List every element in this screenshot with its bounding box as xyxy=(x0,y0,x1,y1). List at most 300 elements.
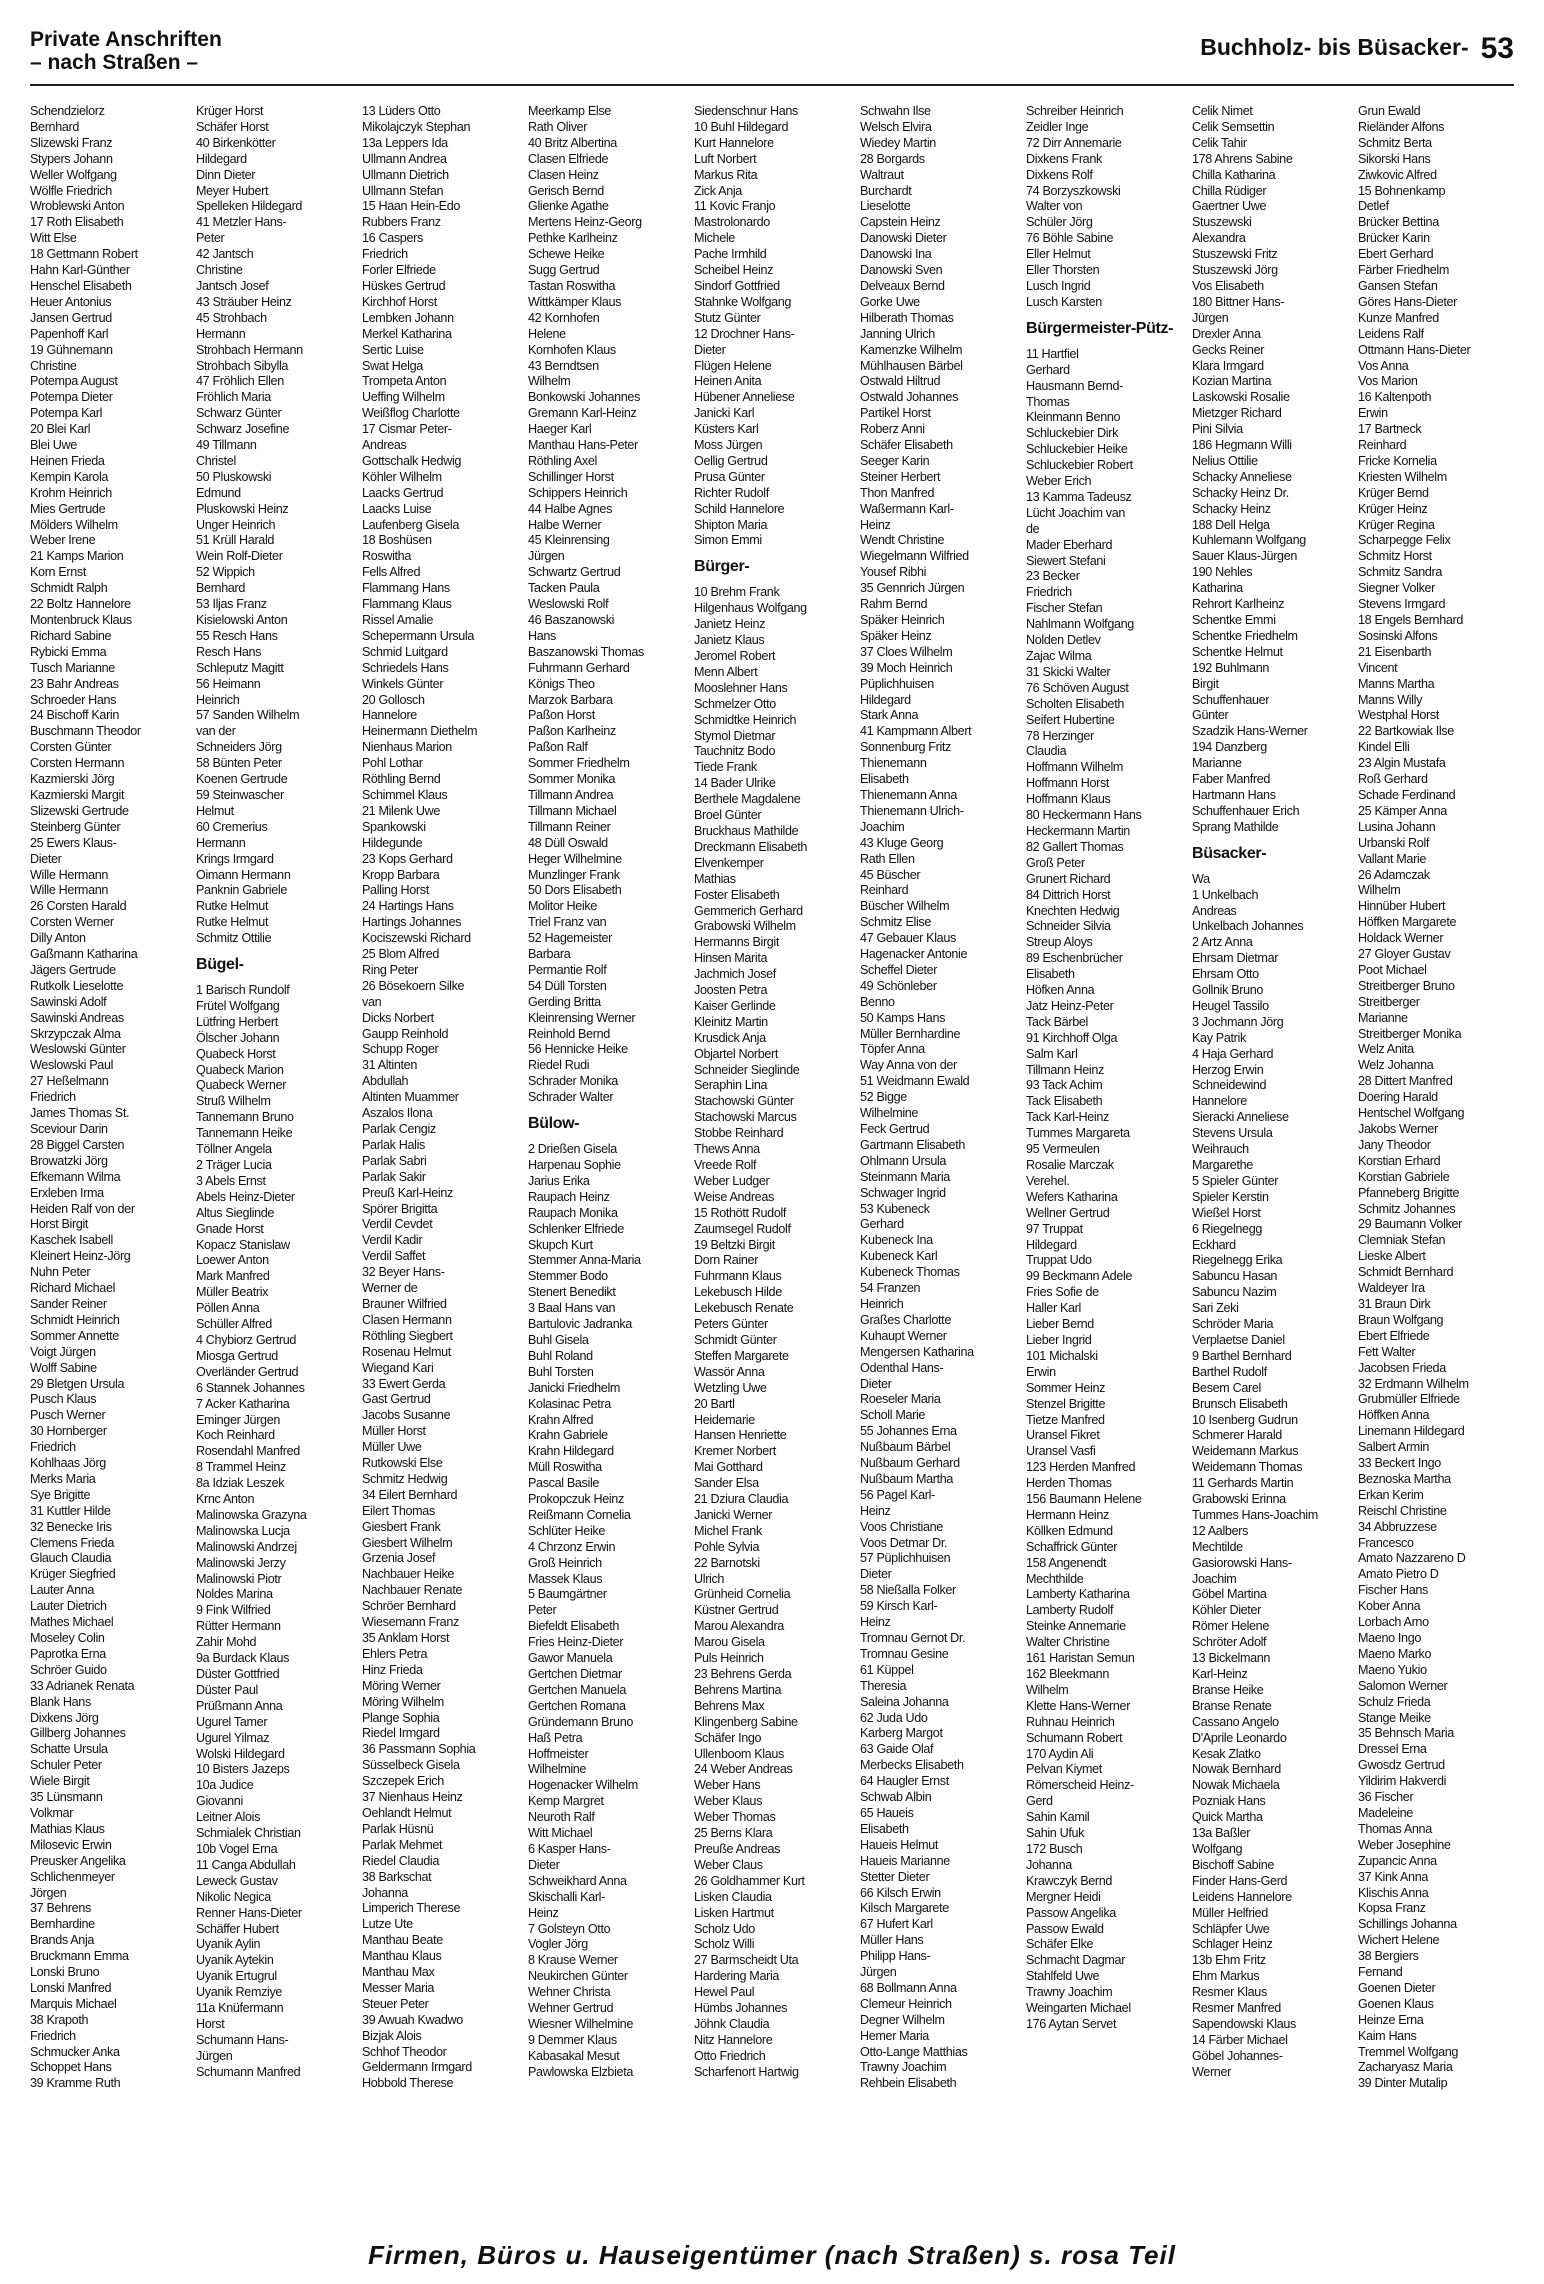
resident-entry: Giesbert Wilhelm xyxy=(362,1535,453,1550)
resident-entry: 57 Püplichhuisen xyxy=(860,1551,951,1566)
resident-entry: Heinz xyxy=(860,1615,891,1630)
resident-entry: Gerding Britta xyxy=(528,994,601,1009)
resident-entry: Hinz Frieda xyxy=(362,1662,423,1677)
resident-entry: 188 Dell Helga xyxy=(1192,517,1270,532)
resident-entry: Skischalli Karl- xyxy=(528,1889,605,1904)
resident-entry: Müller Helfried xyxy=(1192,1905,1268,1920)
resident-entry: Tusch Marianne xyxy=(30,660,115,675)
resident-entry: Stachowski Marcus xyxy=(694,1110,797,1125)
resident-entry: Schluckebier Robert xyxy=(1026,458,1133,473)
resident-entry: Stevens Irmgard xyxy=(1358,597,1446,612)
resident-entry: Barbara xyxy=(528,947,571,962)
resident-entry: 95 Vermeulen xyxy=(1026,1142,1100,1157)
resident-entry: Töpfer Anna xyxy=(860,1042,925,1057)
resident-entry: Gillberg Johannes xyxy=(30,1726,126,1741)
resident-entry: Nußbaum Martha xyxy=(860,1471,954,1486)
resident-entry: Schröer Guido xyxy=(30,1662,107,1677)
resident-entry: 2 Drießen Gisela xyxy=(528,1142,617,1157)
resident-entry: Bernhard xyxy=(196,581,246,596)
resident-entry: Schäffer Hubert xyxy=(196,1921,279,1936)
resident-entry: 35 Lünsmann xyxy=(30,1790,103,1805)
resident-entry: Rieländer Alfons xyxy=(1358,119,1445,134)
resident-entry: Mathias Klaus xyxy=(30,1821,105,1836)
resident-entry: Knechten Hedwig xyxy=(1026,903,1120,918)
resident-entry: 17 Cismar Peter- xyxy=(362,422,452,437)
resident-entry: Weber Erich xyxy=(1026,474,1092,489)
resident-entry: 93 Tack Achim xyxy=(1026,1078,1103,1093)
resident-entry: Schrader Monika xyxy=(528,1074,618,1089)
resident-entry: Stevens Ursula xyxy=(1192,1126,1273,1141)
resident-entry: Rath Oliver xyxy=(528,119,588,134)
resident-entry: Drexler Anna xyxy=(1192,326,1261,341)
resident-entry: Potempa Karl xyxy=(30,406,103,421)
resident-entry: Ziwkovic Alfred xyxy=(1358,167,1437,182)
resident-entry: 3 Baal Hans van xyxy=(528,1301,616,1316)
resident-entry: Noldes Marina xyxy=(196,1587,273,1602)
resident-entry: Trawny Joachim xyxy=(860,2060,947,2075)
resident-entry: Flammang Hans xyxy=(362,581,450,596)
resident-entry: Kilsch Margarete xyxy=(860,1901,949,1916)
resident-entry: Manthau Klaus xyxy=(362,1949,442,1964)
resident-entry: Schumann Robert xyxy=(1026,1730,1123,1745)
resident-entry: Müller Horst xyxy=(362,1424,426,1439)
resident-entry: Tauchnitz Bodo xyxy=(694,744,776,759)
resident-entry: Hilgenhaus Wolfgang xyxy=(694,601,807,616)
resident-entry: Küstner Gertrud xyxy=(694,1603,779,1618)
resident-entry: 161 Haristan Semun xyxy=(1026,1651,1135,1666)
resident-entry: 37 Kink Anna xyxy=(1358,1869,1429,1884)
resident-entry: Cassano Angelo xyxy=(1192,1714,1279,1729)
resident-entry: Lisken Hartmut xyxy=(694,1905,774,1920)
resident-entry: Müll Roswitha xyxy=(528,1460,602,1475)
resident-entry: Degner Wilhelm xyxy=(860,2012,945,2027)
resident-entry: Lembken Johann xyxy=(362,310,454,325)
resident-entry: Manns Martha xyxy=(1358,676,1435,691)
directory-column xyxy=(860,104,1016,2224)
resident-entry: Janietz Heinz xyxy=(694,617,766,632)
resident-entry: 43 Sträuber Heinz xyxy=(196,294,292,309)
resident-entry: 170 Aydin Ali xyxy=(1026,1746,1094,1761)
resident-entry: Pusch Werner xyxy=(30,1408,106,1423)
resident-entry: Sommer Friedhelm xyxy=(528,756,630,771)
resident-entry: Schupp Roger xyxy=(362,1042,439,1057)
resident-entry: Laufenberg Gisela xyxy=(362,517,459,532)
resident-entry: Schippers Heinrich xyxy=(528,485,628,500)
resident-entry: Günter xyxy=(1192,708,1229,723)
resident-entry: Kuhlemann Wolfgang xyxy=(1192,533,1306,548)
resident-entry: Lücht Joachim van xyxy=(1026,505,1126,520)
resident-entry: Göres Hans-Dieter xyxy=(1358,294,1458,309)
resident-entry: Lieber Bernd xyxy=(1026,1317,1094,1332)
resident-entry: Kurt Hannelore xyxy=(694,135,774,150)
resident-entry: Quick Martha xyxy=(1192,1810,1263,1825)
resident-entry: Waldeyer Ira xyxy=(1358,1281,1425,1296)
resident-entry: 37 Behrens xyxy=(30,1901,91,1916)
resident-entry: Kropp Barbara xyxy=(362,867,440,882)
resident-entry: Mengersen Katharina xyxy=(860,1344,974,1359)
directory-column xyxy=(1192,104,1348,2224)
resident-entry: Danowski Dieter xyxy=(860,231,947,246)
resident-entry: Fernand xyxy=(1358,1965,1403,1980)
resident-entry: Tannemann Bruno xyxy=(196,1110,294,1125)
resident-entry: 26 Bösekoern Silke xyxy=(362,978,465,993)
page-header xyxy=(30,22,1514,82)
resident-entry: 25 Berns Klara xyxy=(694,1826,773,1841)
resident-entry: Walter von xyxy=(1026,199,1083,214)
resident-entry: Rutkowski Else xyxy=(362,1456,443,1471)
resident-entry: 15 Haan Hein-Edo xyxy=(362,199,461,214)
resident-entry: Capstein Heinz xyxy=(860,215,941,230)
resident-entry: 27 Gloyer Gustav xyxy=(1358,947,1451,962)
resident-entry: Tack Karl-Heinz xyxy=(1026,1110,1109,1125)
resident-entry: Welsch Elvira xyxy=(860,119,932,134)
resident-entry: Tacken Paula xyxy=(528,581,600,596)
resident-entry: 23 Bahr Andreas xyxy=(30,676,119,691)
resident-entry: Linemann Hildegard xyxy=(1358,1424,1465,1439)
resident-entry: Struß Wilhelm xyxy=(196,1094,271,1109)
header-rule xyxy=(30,84,1514,86)
resident-entry: Clemniak Stefan xyxy=(1358,1233,1446,1248)
resident-entry: Wiegelmann Wilfried xyxy=(860,549,969,564)
resident-entry: Uyanik Aylin xyxy=(196,1937,261,1952)
resident-entry: Thews Anna xyxy=(694,1142,760,1157)
resident-entry: Sapendowski Klaus xyxy=(1192,2016,1296,2031)
resident-entry: Heinz xyxy=(528,1905,559,1920)
resident-entry: Fuhrmann Gerhard xyxy=(528,660,630,675)
resident-entry: Malinowska Grazyna xyxy=(196,1507,307,1522)
resident-entry: Neuroth Ralf xyxy=(528,1810,595,1825)
resident-entry: Nußbaum Gerhard xyxy=(860,1456,960,1471)
resident-entry: Ugurel Tamer xyxy=(196,1714,268,1729)
resident-entry: Weber Irene xyxy=(30,533,96,548)
resident-entry: 26 Goldhammer Kurt xyxy=(694,1873,805,1888)
resident-entry: Schmerer Harald xyxy=(1192,1428,1282,1443)
resident-entry: 9 Barthel Bernhard xyxy=(1192,1348,1292,1363)
resident-entry: Hinsen Marita xyxy=(694,951,768,966)
resident-entry: 28 Borgards xyxy=(860,151,925,166)
resident-entry: 10 Brehm Frank xyxy=(694,585,780,600)
resident-entry: Swat Helga xyxy=(362,358,423,373)
resident-entry: Welz Johanna xyxy=(1358,1058,1434,1073)
resident-entry: Schwahn Ilse xyxy=(860,104,931,118)
resident-entry: Heinen Anita xyxy=(694,374,762,389)
resident-entry: Nachbauer Renate xyxy=(362,1583,463,1598)
resident-entry: Dixkens Jörg xyxy=(30,1710,99,1725)
resident-entry: Fries Heinz-Dieter xyxy=(528,1635,624,1650)
resident-entry: Gecks Reiner xyxy=(1192,342,1265,357)
resident-entry: Krahn Alfred xyxy=(528,1412,594,1427)
resident-entry: Kindel Elli xyxy=(1358,740,1410,755)
resident-entry: Sabuncu Nazim xyxy=(1192,1285,1277,1300)
resident-entry: Branse Heike xyxy=(1192,1682,1264,1697)
resident-entry: Fischer Stefan xyxy=(1026,601,1103,616)
resident-entry: Lauter Dietrich xyxy=(30,1599,107,1614)
resident-entry: Leidens Hannelore xyxy=(1192,1889,1292,1904)
resident-entry: Weslowski Paul xyxy=(30,1058,114,1073)
resident-entry: Corsten Günter xyxy=(30,740,112,755)
resident-entry: Bischoff Sabine xyxy=(1192,1857,1275,1872)
resident-entry: Vincent xyxy=(1358,660,1398,675)
directory-column xyxy=(694,104,850,2224)
resident-entry: Schmucker Anka xyxy=(30,2044,120,2059)
resident-entry: Stemmer Anna-Maria xyxy=(528,1253,641,1268)
resident-entry: Andreas xyxy=(1192,903,1237,918)
resident-entry: Tromnau Gesine xyxy=(860,1646,949,1661)
resident-entry: Jürgen xyxy=(528,549,565,564)
resident-entry: Reinhold Bernd xyxy=(528,1026,610,1041)
resident-entry: Schwager Ingrid xyxy=(860,1185,946,1200)
resident-entry: Grun Ewald xyxy=(1358,104,1421,118)
resident-entry: Christine xyxy=(30,358,77,373)
resident-entry: Schwarz Günter xyxy=(196,406,282,421)
resident-entry: Sari Zeki xyxy=(1192,1301,1239,1316)
resident-entry: Sauer Klaus-Jürgen xyxy=(1192,549,1298,564)
resident-entry: Skupch Kurt xyxy=(528,1237,593,1252)
resident-entry: Hümbs Johannes xyxy=(694,2001,788,2016)
resident-entry: 10 Buhl Hildegard xyxy=(694,119,789,134)
resident-entry: Parlak Sabri xyxy=(362,1153,427,1168)
resident-entry: Dilly Anton xyxy=(30,931,86,946)
resident-entry: 23 Becker xyxy=(1026,569,1080,584)
resident-entry: Kazmierski Jörg xyxy=(30,772,115,787)
resident-entry: 4 Chrzonz Erwin xyxy=(528,1539,616,1554)
resident-entry: Gaupp Reinhold xyxy=(362,1026,449,1041)
section-title xyxy=(30,28,222,74)
resident-entry: 37 Cloes Wilhelm xyxy=(860,644,953,659)
resident-entry: 13b Ehm Fritz xyxy=(1192,1953,1266,1968)
resident-entry: Zick Anja xyxy=(694,183,742,198)
resident-entry: Eckhard xyxy=(1192,1237,1236,1252)
resident-entry: Gollnik Bruno xyxy=(1192,983,1264,998)
resident-entry: 59 Kirsch Karl- xyxy=(860,1599,938,1614)
resident-entry: Heinze Erna xyxy=(1358,2012,1424,2027)
resident-entry: Dressel Erna xyxy=(1358,1742,1427,1757)
resident-entry: Friedrich xyxy=(30,2028,76,2043)
resident-entry: Hoffmeister xyxy=(528,1746,589,1761)
resident-entry: Blank Hans xyxy=(30,1694,91,1709)
resident-entry: Weber Thomas xyxy=(694,1810,776,1825)
resident-entry: Szczepek Erich xyxy=(362,1774,444,1789)
resident-entry: Otto-Lange Matthias xyxy=(860,2044,968,2059)
resident-entry: Schlenker Elfriede xyxy=(528,1221,624,1236)
resident-entry: 47 Fröhlich Ellen xyxy=(196,374,284,389)
resident-entry: Dreckmann Elisabeth xyxy=(694,839,808,854)
resident-entry: Rehbein Elisabeth xyxy=(860,2076,957,2091)
resident-entry: Kopacz Stanislaw xyxy=(196,1237,290,1252)
resident-entry: Sieracki Anneliese xyxy=(1192,1110,1289,1125)
resident-entry: Weingarten Michael xyxy=(1026,2001,1131,2016)
resident-entry: Janietz Klaus xyxy=(694,633,765,648)
resident-entry: 35 Gennrich Jürgen xyxy=(860,581,965,596)
resident-entry: Volkmar xyxy=(30,1805,74,1820)
resident-entry: 7 Golsteyn Otto xyxy=(528,1921,611,1936)
resident-entry: 33 Adrianek Renata xyxy=(30,1678,135,1693)
resident-entry: 25 Kämper Anna xyxy=(1358,803,1447,818)
resident-entry: 66 Kilsch Erwin xyxy=(860,1885,941,1900)
resident-entry: Danowski Sven xyxy=(860,263,943,278)
resident-entry: Krohm Heinrich xyxy=(30,485,112,500)
resident-entry: Roberz Anni xyxy=(860,422,925,437)
resident-entry: Zajac Wilma xyxy=(1026,649,1092,663)
resident-entry: Vos Anna xyxy=(1358,358,1409,373)
resident-entry: Steinberg Günter xyxy=(30,819,121,834)
resident-entry: Witt Michael xyxy=(528,1826,593,1841)
resident-entry: Laacks Gertrud xyxy=(362,485,444,500)
resident-entry: Schentke Friedhelm xyxy=(1192,628,1298,643)
resident-entry: Hagenacker Antonie xyxy=(860,947,968,962)
resident-entry: Lisken Claudia xyxy=(694,1889,772,1904)
resident-entry: Erxleben Irma xyxy=(30,1185,104,1200)
resident-entry: Odenthal Hans- xyxy=(860,1360,944,1375)
resident-entry: Buhl Torsten xyxy=(528,1364,594,1379)
resident-entry: Stutz Günter xyxy=(694,310,761,325)
resident-entry: Peters Günter xyxy=(694,1317,768,1332)
resident-entry: Truppat Udo xyxy=(1026,1253,1092,1268)
resident-entry: Hartings Johannes xyxy=(362,915,462,930)
resident-entry: Limperich Therese xyxy=(362,1901,461,1916)
resident-entry: Friedrich xyxy=(1026,585,1072,600)
resident-entry: Wiesemann Franz xyxy=(362,1615,459,1630)
resident-entry: Meerkamp Else xyxy=(528,104,611,118)
resident-entry: Kaschek Isabell xyxy=(30,1233,113,1248)
resident-entry: Palling Horst xyxy=(362,883,429,898)
resident-entry: Margarethe xyxy=(1192,1158,1253,1172)
resident-entry: Finder Hans-Gerd xyxy=(1192,1873,1288,1888)
resident-entry: 2 Artz Anna xyxy=(1192,935,1253,950)
resident-entry: Weber Klaus xyxy=(694,1794,763,1809)
resident-entry: 52 Hagemeister xyxy=(528,931,613,946)
resident-entry: Koch Reinhard xyxy=(196,1428,275,1443)
resident-entry: Büscher Wilhelm xyxy=(860,899,950,914)
resident-entry: Lamberty Katharina xyxy=(1026,1587,1130,1602)
resident-entry: Wefers Katharina xyxy=(1026,1189,1118,1204)
resident-entry: Weber Hans xyxy=(694,1778,761,1793)
resident-entry: Fett Walter xyxy=(1358,1344,1416,1359)
resident-entry: Sander Elsa xyxy=(694,1476,759,1491)
resident-entry: 12 Drochner Hans- xyxy=(694,326,795,341)
resident-entry: Wiegand Kari xyxy=(362,1360,434,1375)
resident-entry: Mertens Heinz-Georg xyxy=(528,215,642,230)
resident-entry: 21 Milenk Uwe xyxy=(362,803,441,818)
resident-entry: 190 Nehles xyxy=(1192,565,1253,580)
resident-entry: Leitner Alois xyxy=(196,1810,261,1825)
resident-entry: Weidemann Thomas xyxy=(1192,1460,1303,1475)
resident-entry: Siedenschnur Hans xyxy=(694,104,798,118)
resident-entry: Mathias xyxy=(694,871,736,886)
resident-entry: Gaßmann Katharina xyxy=(30,947,138,962)
resident-entry: Peter xyxy=(196,231,225,246)
resident-entry: Roeseler Maria xyxy=(860,1392,941,1407)
resident-entry: Stark Anna xyxy=(860,708,919,723)
resident-entry: Grünheid Cornelia xyxy=(694,1587,791,1602)
resident-entry: Ehlers Petra xyxy=(362,1646,428,1661)
resident-entry: Römer Helene xyxy=(1192,1619,1269,1634)
resident-entry: Zupancic Anna xyxy=(1358,1853,1437,1868)
resident-entry: Stahnke Wolfgang xyxy=(694,294,792,309)
resident-entry: 34 Eilert Bernhard xyxy=(362,1487,458,1502)
resident-entry: 37 Nienhaus Heinz xyxy=(362,1790,463,1805)
resident-entry: Weihrauch xyxy=(1192,1142,1249,1157)
resident-entry: Skrzypczak Alma xyxy=(30,1026,121,1041)
resident-entry: van der xyxy=(196,724,236,739)
resident-entry: Schumann Manfred xyxy=(196,2064,301,2079)
resident-entry: 6 Stannek Johannes xyxy=(196,1380,305,1395)
resident-entry: Uransel Vasfi xyxy=(1026,1444,1096,1459)
resident-entry: Karl-Heinz xyxy=(1192,1667,1248,1681)
resident-entry: Müller Beatrix xyxy=(196,1285,269,1300)
resident-entry: Vreede Rolf xyxy=(694,1158,757,1172)
resident-entry: Krings Irmgard xyxy=(196,851,274,866)
resident-entry: 54 Franzen xyxy=(860,1281,921,1296)
resident-entry: Tiede Frank xyxy=(694,760,757,775)
resident-entry: Strohbach Hermann xyxy=(196,342,303,357)
resident-entry: Malinowski Piotr xyxy=(196,1571,282,1586)
resident-entry: Nowak Bernhard xyxy=(1192,1762,1281,1777)
resident-entry: Christine xyxy=(196,263,243,278)
resident-entry: Buhl Roland xyxy=(528,1348,593,1363)
resident-entry: Neukirchen Günter xyxy=(528,1969,628,1984)
resident-entry: Jöhnk Claudia xyxy=(694,2016,770,2031)
resident-entry: Feck Gertrud xyxy=(860,1122,930,1136)
resident-entry: Lonski Bruno xyxy=(30,1965,100,1980)
section-title-line1: Private Anschriften xyxy=(30,28,222,51)
resident-entry: Hermanns Birgit xyxy=(694,935,780,950)
resident-entry: Süsselbeck Gisela xyxy=(362,1758,460,1773)
resident-entry: Rosendahl Manfred xyxy=(196,1444,300,1459)
resident-entry: 8 Trammel Heinz xyxy=(196,1460,286,1475)
resident-entry: Haueis Marianne xyxy=(860,1853,950,1868)
resident-entry: Papenhoff Karl xyxy=(30,326,109,341)
resident-entry: Janicki Werner xyxy=(694,1507,773,1522)
resident-entry: 40 Britz Albertina xyxy=(528,135,617,150)
resident-entry: 13a Leppers Ida xyxy=(362,135,448,150)
resident-entry: Müller Uwe xyxy=(362,1440,422,1455)
resident-entry: Abels Heinz-Dieter xyxy=(196,1189,295,1204)
resident-entry: Pini Silvia xyxy=(1192,422,1243,437)
resident-entry: Ölscher Johann xyxy=(196,1030,280,1045)
resident-entry: Eminger Jürgen xyxy=(196,1412,281,1427)
resident-entry: Weber Claus xyxy=(694,1857,763,1872)
resident-entry: Schhof Theodor xyxy=(362,2044,447,2059)
resident-entry: Hentschel Wolfgang xyxy=(1358,1106,1465,1121)
resident-entry: Wehner Gertrud xyxy=(528,2001,614,2016)
resident-entry: Gemmerich Gerhard xyxy=(694,903,803,918)
resident-entry: Jürgen xyxy=(860,1965,897,1980)
resident-entry: 9 Fink Wilfried xyxy=(196,1603,271,1618)
resident-entry: Klette Hans-Werner xyxy=(1026,1698,1131,1713)
resident-entry: Gremann Karl-Heinz xyxy=(528,406,637,421)
resident-entry: 24 Hartings Hans xyxy=(362,899,454,914)
resident-entry: Resmer Manfred xyxy=(1192,2001,1281,2016)
resident-entry: Glienke Agathe xyxy=(528,199,609,214)
resident-entry: Krahn Hildegard xyxy=(528,1444,614,1459)
resident-entry: Rütter Hermann xyxy=(196,1619,281,1634)
resident-entry: Schewe Heike xyxy=(528,247,605,262)
resident-entry: Rybicki Emma xyxy=(30,644,107,659)
resident-entry: Riedel Irmgard xyxy=(362,1726,440,1741)
resident-entry: 67 Hufert Karl xyxy=(860,1917,933,1932)
resident-entry: Gertchen Romana xyxy=(528,1698,626,1713)
resident-entry: 55 Resch Hans xyxy=(196,628,278,643)
resident-entry: Mühlhausen Bärbel xyxy=(860,358,963,373)
resident-entry: Flügen Helene xyxy=(694,358,772,373)
resident-entry: Lauter Anna xyxy=(30,1583,95,1598)
resident-entry: Sommer Monika xyxy=(528,772,616,787)
resident-entry: Hemer Maria xyxy=(860,2028,929,2043)
resident-entry: Parlak Halis xyxy=(362,1137,425,1152)
resident-entry: 50 Kamps Hans xyxy=(860,1010,946,1025)
resident-entry: Höffken Anna xyxy=(1358,1408,1430,1423)
